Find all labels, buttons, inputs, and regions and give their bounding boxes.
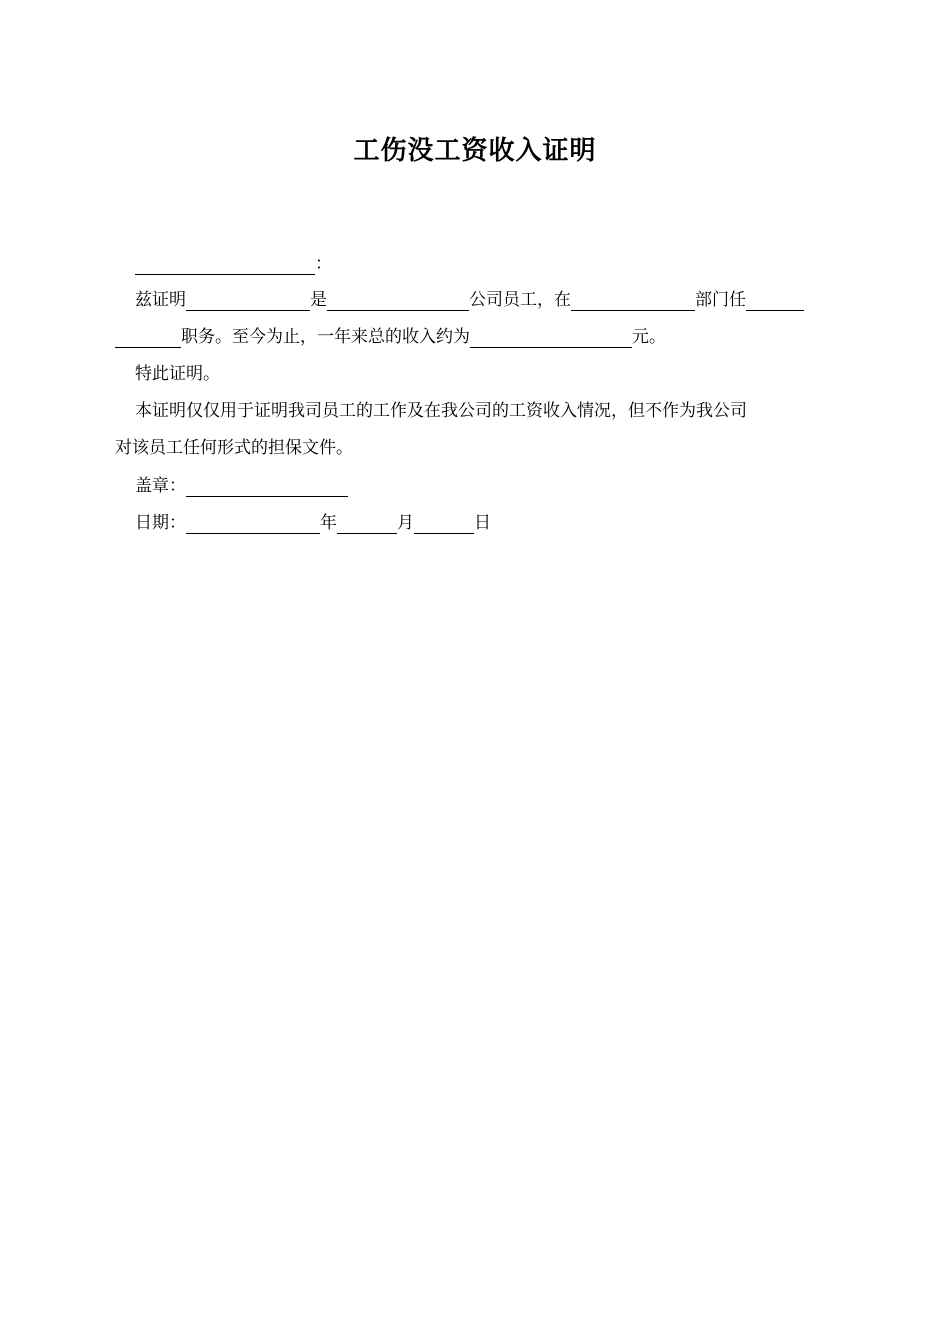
- year-blank[interactable]: [186, 511, 320, 534]
- department-role-text: 部门任: [695, 290, 746, 310]
- certify-text: 兹证明: [135, 290, 186, 310]
- seal-line: [115, 468, 860, 505]
- closing-line: 特此证明。: [135, 364, 220, 384]
- disclaimer-line1: 本证明仅仅用于证明我司员工的工作及在我公司的工资收入情况，但不作为我公司: [135, 401, 747, 421]
- company-employee-text: 公司员工，在: [469, 290, 571, 310]
- salutation-line: [115, 246, 860, 283]
- date-label: 日期：: [135, 513, 186, 533]
- recipient-blank[interactable]: [135, 252, 315, 275]
- position-blank-part2[interactable]: [115, 325, 181, 348]
- seal-blank[interactable]: [186, 474, 348, 497]
- month-label: 月: [397, 513, 414, 533]
- salutation-colon: ：: [315, 254, 332, 274]
- year-label: 年: [320, 513, 337, 533]
- company-name-blank[interactable]: [327, 288, 469, 311]
- income-amount-blank[interactable]: [470, 325, 632, 348]
- document-title: 工伤没工资收入证明: [353, 136, 597, 166]
- income-text: 职务。至今为止，一年来总的收入约为: [181, 327, 470, 347]
- currency-text: 元。: [632, 327, 666, 347]
- position-blank-part1[interactable]: [746, 288, 804, 311]
- month-blank[interactable]: [337, 511, 397, 534]
- disclaimer-line2: 对该员工任何形式的担保文件。: [115, 438, 353, 458]
- certificate-paragraph-line1: [115, 282, 860, 319]
- date-line: [115, 505, 860, 542]
- day-blank[interactable]: [414, 511, 474, 534]
- seal-label: 盖章：: [135, 476, 186, 496]
- employee-name-blank[interactable]: [186, 288, 310, 311]
- is-text: 是: [310, 290, 327, 310]
- certificate-paragraph-line2: [115, 319, 840, 356]
- day-label: 日: [474, 513, 491, 533]
- department-blank[interactable]: [571, 288, 695, 311]
